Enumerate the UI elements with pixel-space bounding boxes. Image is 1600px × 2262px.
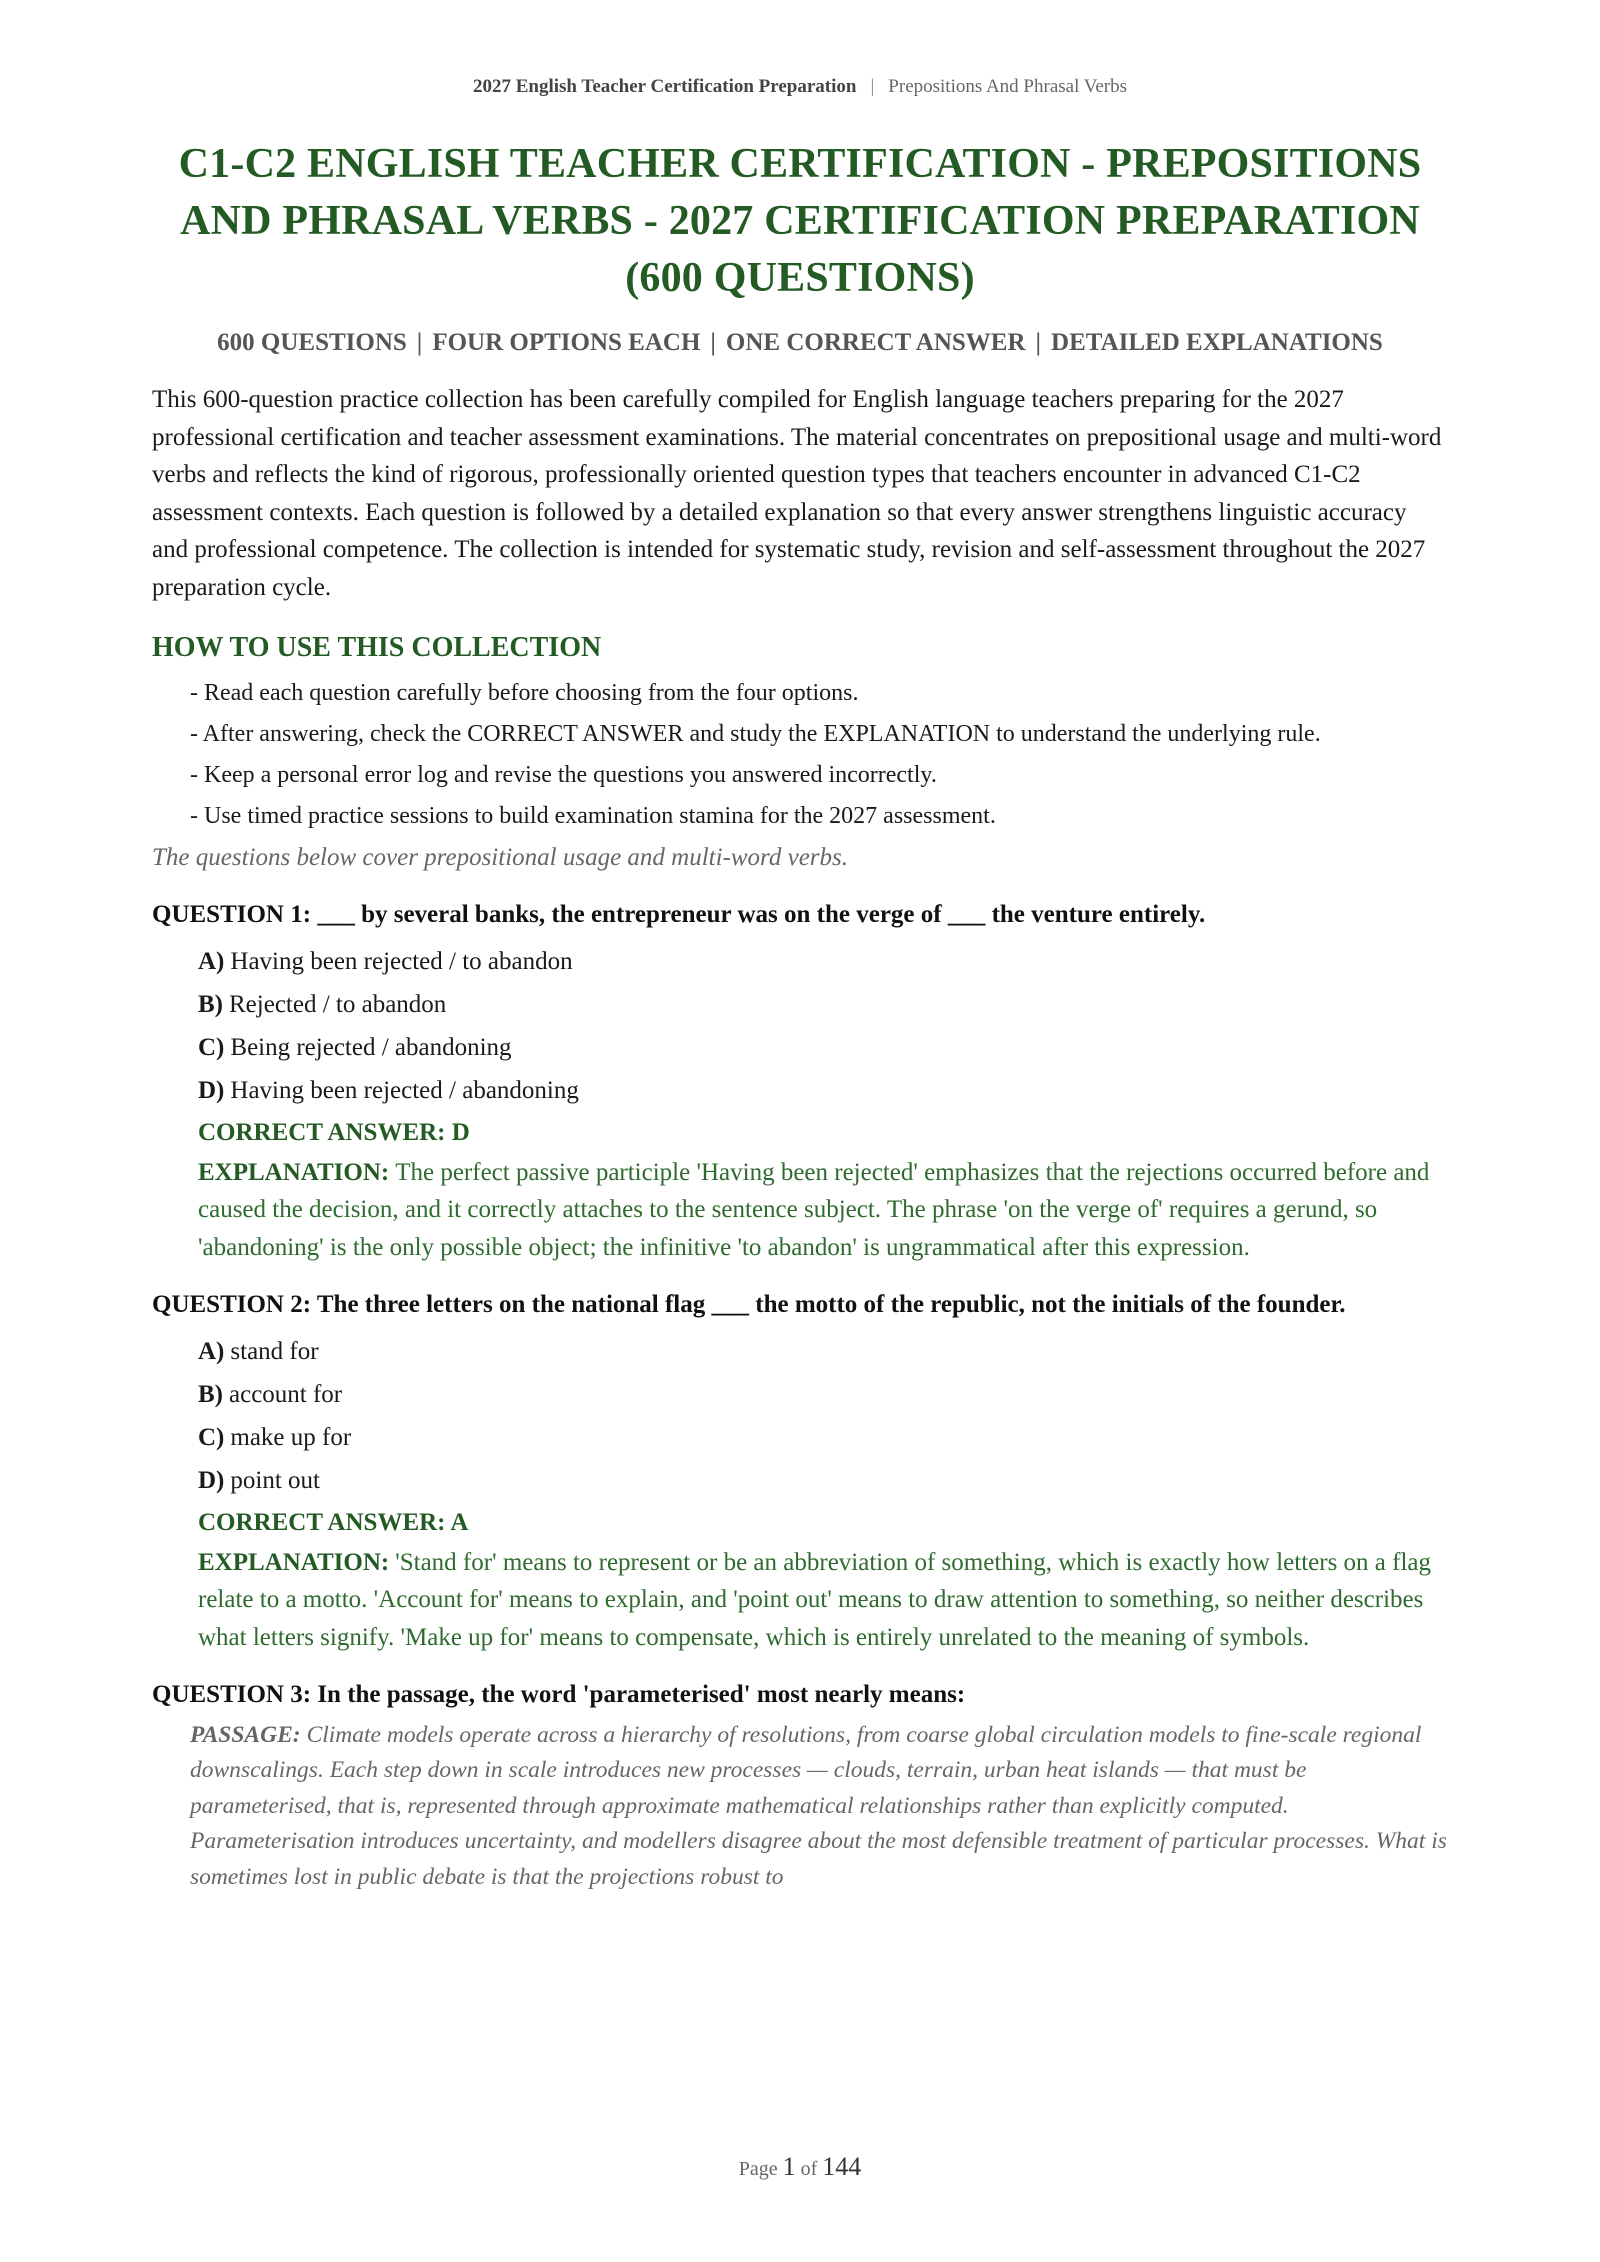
explanation-text: 'Stand for' means to represent or be an abbreviation of something, which is exactly how letters on a flag relate to a motto. 'Account for' means to explain, and 'point out' means to draw attention to something, so neither describes what letters signify. 'Make up for' means to compensate, which is entirely unrelated to the meaning of symbols. bbox=[198, 1548, 1432, 1651]
option-item bbox=[198, 1416, 1448, 1459]
running-header bbox=[152, 76, 1448, 102]
option-letter: C) bbox=[198, 1423, 225, 1451]
question-label: QUESTION 2: bbox=[152, 1291, 312, 1318]
option-letter: A) bbox=[198, 947, 225, 975]
explanation bbox=[152, 1544, 1448, 1657]
passage-label: PASSAGE: bbox=[190, 1721, 301, 1748]
option-list bbox=[152, 940, 1448, 1112]
how-to-list bbox=[152, 676, 1448, 834]
question-stem: The three letters on the national flag ___ the motto of the republic, not the initials of the founder. bbox=[316, 1291, 1346, 1318]
header-separator: | bbox=[870, 76, 875, 97]
reading-passage bbox=[152, 1718, 1448, 1896]
how-to-item: - Use timed practice sessions to build examination stamina for the 2027 assessment. bbox=[190, 803, 996, 829]
option-item bbox=[198, 983, 1448, 1026]
explanation-label: EXPLANATION: bbox=[198, 1548, 390, 1576]
how-to-item: - Keep a personal error log and revise the questions you answered incorrectly. bbox=[190, 762, 937, 788]
correct-answer: CORRECT ANSWER: A bbox=[198, 1508, 469, 1536]
option-text: Being rejected / abandoning bbox=[230, 1033, 512, 1061]
header-left: 2027 English Teacher Certification Preparation bbox=[472, 76, 857, 97]
option-letter: D) bbox=[198, 1466, 225, 1494]
option-letter: A) bbox=[198, 1337, 225, 1365]
option-item bbox=[198, 1330, 1448, 1373]
passage-text: Climate models operate across a hierarchy of resolutions, from coarse global circulation models to fine-scale regional downscalings. Each step down in scale introduces new processes — clouds, terrain, urban heat islands — that must be parameterised, that is, represented through approximate mathematical relationships rather than explicitly computed. Parameterisation introduces uncertainty, and modellers disagree about the most defensible treatment of particular processes. What is sometimes lost in public debate is that the projections robust to bbox=[190, 1721, 1447, 1890]
option-text: Having been rejected / abandoning bbox=[230, 1076, 579, 1104]
option-item bbox=[198, 1373, 1448, 1416]
option-text: point out bbox=[230, 1466, 320, 1494]
intro-paragraph: This 600-question practice collection has been carefully compiled for English language teachers preparing for the 2027 professional certification and teacher assessment examinations. The material concentrates on prepositional usage and multi-word verbs and reflects the kind of rigorous, professionally oriented question types that teachers encounter in advanced C1-C2 assessment contexts. Each question is followed by a detailed explanation so that every answer strengthens linguistic accuracy and professional competence. The collection is intended for systematic study, revision and self-assessment throughout the 2027 preparation cycle. bbox=[152, 386, 1442, 601]
subtitle-line bbox=[152, 329, 1448, 357]
option-item bbox=[198, 1459, 1448, 1502]
footer-prefix: Page bbox=[738, 2158, 778, 2180]
option-letter: B) bbox=[198, 1380, 223, 1408]
subtitle-separator: | bbox=[710, 329, 716, 356]
explanation bbox=[152, 1154, 1448, 1267]
footer-page-total: 144 bbox=[822, 2152, 862, 2181]
explanation-text: The perfect passive participle 'Having been rejected' emphasizes that the rejections occurred before and caused the decision, and it correctly attaches to the sentence subject. The phrase 'on the verge of' requires a gerund, so 'abandoning' is the only possible object; the infinitive 'to abandon' is ungrammatical after this expression. bbox=[198, 1158, 1430, 1261]
question-text bbox=[152, 1286, 1448, 1324]
question-text bbox=[152, 896, 1448, 934]
subtitle-item: ONE CORRECT ANSWER bbox=[725, 329, 1026, 356]
question-label: QUESTION 3: bbox=[152, 1681, 312, 1708]
question-block-2 bbox=[152, 1286, 1448, 1656]
option-item bbox=[198, 1026, 1448, 1069]
option-text: Having been rejected / to abandon bbox=[230, 947, 573, 975]
header-right: Prepositions And Phrasal Verbs bbox=[888, 76, 1128, 97]
subtitle-separator: | bbox=[416, 329, 423, 356]
how-to-item: - After answering, check the CORRECT ANSWER and study the EXPLANATION to understand the underlying rule. bbox=[190, 721, 1321, 747]
document-title: C1-C2 ENGLISH TEACHER CERTIFICATION - PREPOSITIONS AND PHRASAL VERBS - 2027 CERTIFICATION PREPARATION (600 QUESTIONS) bbox=[178, 141, 1422, 301]
option-text: stand for bbox=[230, 1337, 319, 1365]
option-text: account for bbox=[229, 1380, 343, 1408]
option-item bbox=[198, 940, 1448, 983]
coverage-note: The questions below cover prepositional usage and multi-word verbs. bbox=[152, 844, 849, 871]
option-text: make up for bbox=[230, 1423, 352, 1451]
footer-page-number: 1 bbox=[782, 2152, 796, 2181]
question-stem: In the passage, the word 'parameterised' most nearly means: bbox=[317, 1681, 966, 1708]
subtitle-item: FOUR OPTIONS EACH bbox=[432, 329, 701, 356]
option-list bbox=[152, 1330, 1448, 1502]
subtitle-separator: | bbox=[1035, 329, 1042, 356]
explanation-label: EXPLANATION: bbox=[198, 1158, 390, 1186]
how-to-heading: HOW TO USE THIS COLLECTION bbox=[152, 632, 602, 663]
question-text bbox=[152, 1676, 1448, 1714]
subtitle-item: 600 QUESTIONS bbox=[217, 329, 407, 356]
subtitle-item: DETAILED EXPLANATIONS bbox=[1051, 329, 1383, 356]
question-stem: ___ by several banks, the entrepreneur was on the verge of ___ the venture entirely. bbox=[317, 901, 1206, 928]
option-letter: C) bbox=[198, 1033, 225, 1061]
option-letter: D) bbox=[198, 1076, 225, 1104]
question-block-3 bbox=[152, 1676, 1448, 1895]
option-letter: B) bbox=[198, 990, 223, 1018]
question-block-1 bbox=[152, 896, 1448, 1266]
footer-of: of bbox=[800, 2158, 818, 2180]
option-text: Rejected / to abandon bbox=[229, 990, 447, 1018]
option-item bbox=[198, 1069, 1448, 1112]
page-footer bbox=[0, 2152, 1600, 2182]
correct-answer: CORRECT ANSWER: D bbox=[198, 1118, 470, 1146]
how-to-item: - Read each question carefully before choosing from the four options. bbox=[190, 680, 859, 706]
question-label: QUESTION 1: bbox=[152, 901, 312, 928]
